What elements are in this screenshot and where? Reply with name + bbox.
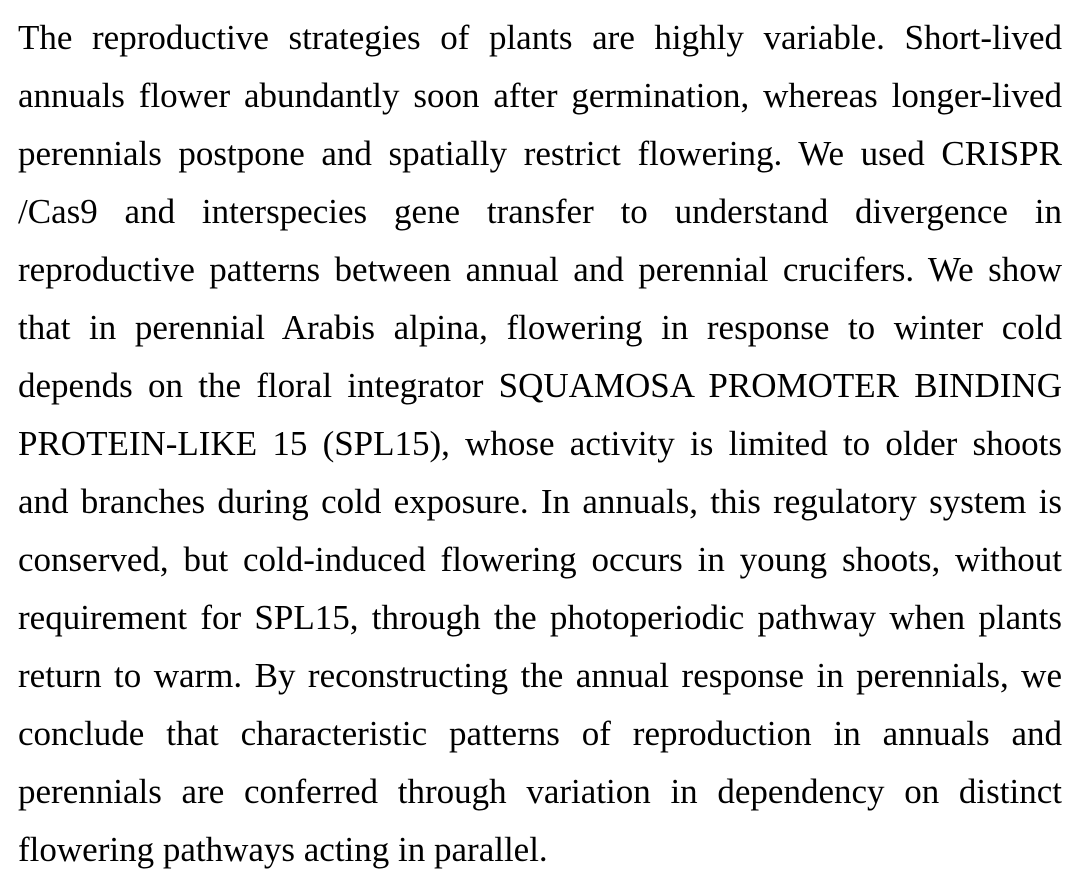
abstract-line: return to warm. By reconstructing the annual response in perennials, we	[18, 656, 1062, 695]
abstract-line: requirement for SPL15, through the photoperiodic pathway when plants	[18, 598, 1062, 637]
abstract-line: flowering pathways acting in parallel.	[18, 830, 548, 869]
abstract-line: /Cas9 and interspecies gene transfer to understand divergence in	[18, 192, 1062, 231]
abstract-line: reproductive patterns between annual and perennial crucifers. We show	[18, 250, 1062, 289]
abstract-line: annuals flower abundantly soon after germination, whereas longer-lived	[18, 76, 1062, 115]
abstract-line: conclude that characteristic patterns of reproduction in annuals and	[18, 714, 1062, 753]
abstract-line: and branches during cold exposure. In annuals, this regulatory system is	[18, 482, 1062, 521]
abstract-line: that in perennial Arabis alpina, flowering in response to winter cold	[18, 308, 1062, 347]
abstract-line: conserved, but cold-induced flowering occurs in young shoots, without	[18, 540, 1062, 579]
abstract-line: perennials are conferred through variation in dependency on distinct	[18, 772, 1062, 811]
abstract-line: The reproductive strategies of plants are highly variable. Short-lived	[18, 18, 1062, 57]
abstract-line: depends on the floral integrator SQUAMOSA PROMOTER BINDING	[18, 366, 1062, 405]
abstract-line: perennials postpone and spatially restrict flowering. We used CRISPR	[18, 134, 1062, 173]
abstract-line: PROTEIN-LIKE 15 (SPL15), whose activity is limited to older shoots	[18, 424, 1062, 463]
